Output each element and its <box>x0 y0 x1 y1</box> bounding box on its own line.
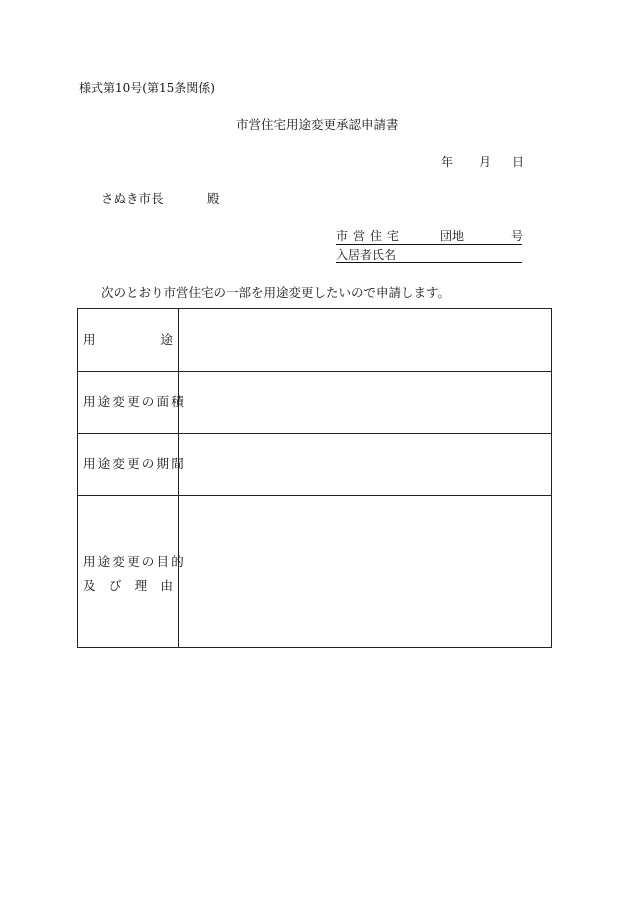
period-value-cell[interactable] <box>179 434 551 495</box>
danchi-label: 団地 <box>440 229 465 243</box>
area-value-cell[interactable] <box>179 372 551 433</box>
purpose-label-cell <box>78 309 179 371</box>
resident-name-label: 入居者氏名 <box>336 248 397 262</box>
reason-label-cell <box>78 496 186 647</box>
table-row-reason <box>78 496 551 647</box>
table-row-period <box>78 434 551 496</box>
unit-number-label: 号 <box>511 229 524 243</box>
period-label-cell <box>78 434 186 495</box>
application-table <box>77 308 552 648</box>
housing-label: 市営住宅 <box>336 229 405 243</box>
area-label-cell <box>78 372 186 433</box>
intro-text: 次のとおり市営住宅の一部を用途変更したいので申請します。 <box>101 285 451 300</box>
table-row-purpose <box>78 309 551 372</box>
reason-label-line2 <box>83 580 173 593</box>
purpose-value-cell[interactable] <box>179 309 551 371</box>
form-number: 様式第10号(第15条関係) <box>79 81 215 95</box>
reason-label-char: 理 <box>134 578 148 593</box>
purpose-label-char: 途 <box>160 332 173 347</box>
resident-name-field[interactable] <box>336 249 522 263</box>
addressee-honorific: 殿 <box>207 191 220 206</box>
reason-value-cell[interactable] <box>179 496 551 647</box>
purpose-label <box>83 334 173 347</box>
housing-address-field[interactable] <box>336 230 522 245</box>
area-label: 用途変更の面積 <box>83 394 186 409</box>
reason-label-line1: 用途変更の目的 <box>83 554 186 569</box>
table-row-area <box>78 372 551 434</box>
date-month-label: 月 <box>479 155 492 169</box>
period-label: 用途変更の期間 <box>83 456 186 471</box>
date-year-label: 年 <box>441 155 454 169</box>
addressee-name: さぬき市長 <box>101 191 164 206</box>
purpose-label-char: 用 <box>83 332 96 347</box>
reason-label-char: 由 <box>160 578 173 593</box>
document-title: 市営住宅用途変更承認申請書 <box>236 117 399 132</box>
reason-label-char: 及 <box>83 578 96 593</box>
reason-label-char: び <box>108 578 122 593</box>
date-day-label: 日 <box>512 155 525 169</box>
